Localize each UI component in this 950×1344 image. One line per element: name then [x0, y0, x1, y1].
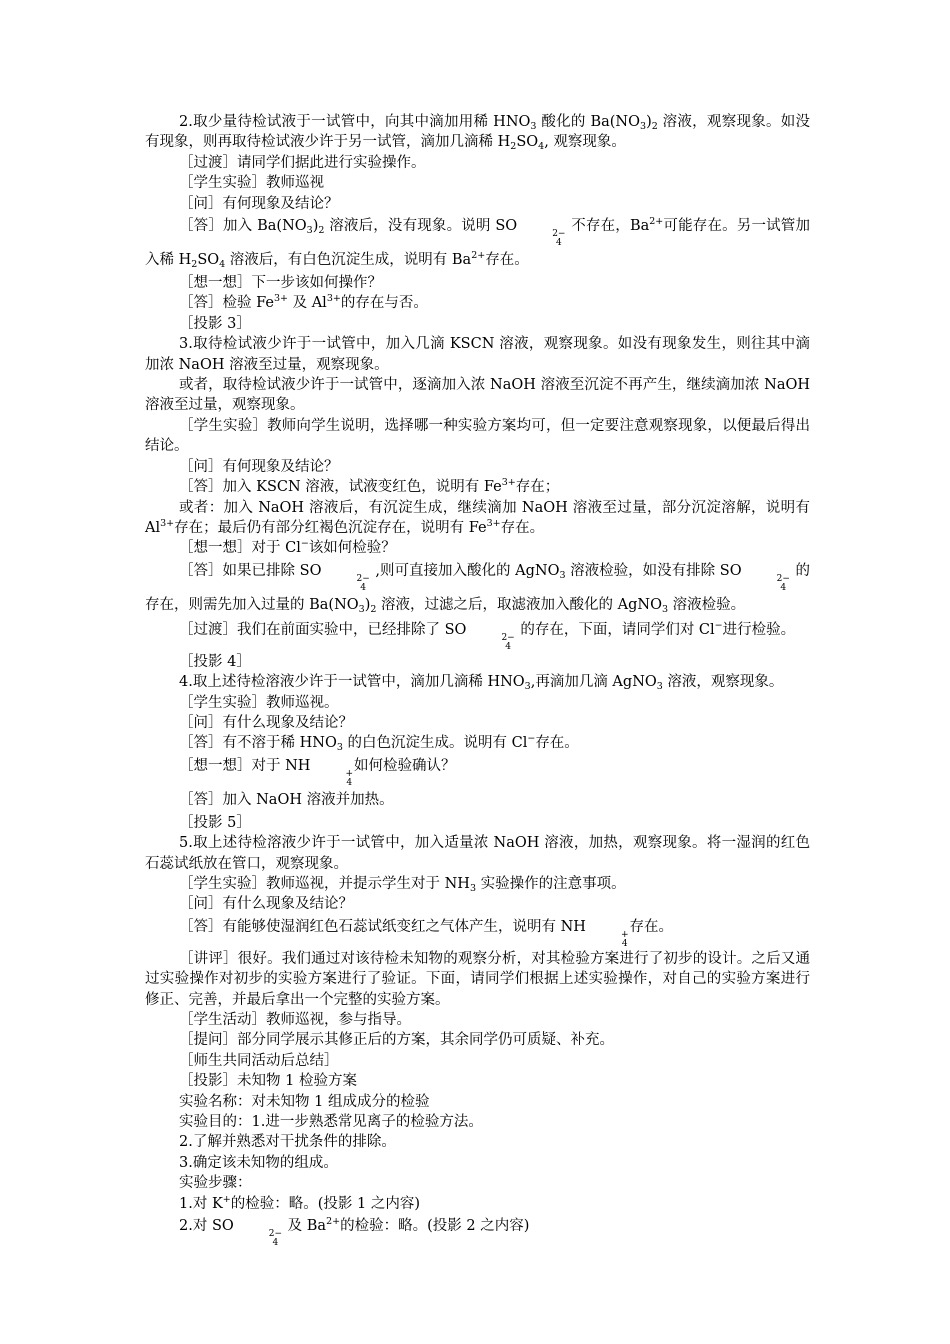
subscript: 2	[510, 141, 517, 153]
text: 存在。	[500, 519, 545, 536]
think-line: ［想一想］下一步该如何操作？	[179, 275, 382, 292]
text: 的存在与否。	[340, 295, 428, 312]
superscript: 3+	[273, 293, 288, 305]
text: 及 Ba	[283, 1218, 327, 1235]
text: 的检验：略。(投影 2 之内容)	[340, 1218, 530, 1235]
step-item-1	[145, 1194, 810, 1214]
superscript: +	[222, 1193, 231, 1205]
subscript: 4	[219, 259, 226, 271]
alternative-answer-paragraph	[145, 498, 810, 539]
text: ,再滴加几滴 AgNO	[530, 674, 657, 691]
text: ［答］有不溶于稀 HNO	[179, 735, 337, 752]
question-line: ［问］有何现象及结论？	[179, 195, 339, 212]
superscript: 2+	[326, 1216, 341, 1228]
text: )	[646, 114, 652, 130]
text: 2.取少量待检试液于一试管中，向其中滴加用稀 HNO	[179, 114, 531, 130]
alternative-paragraph: 或者，取待检试液少许于一试管中，逐滴加入浓 NaOH 溶液至沉淀不再产生，继续滴加浓 NaOH 溶液至过量，观察现象。	[145, 377, 810, 414]
text: ［想一想］对于 Cl	[179, 540, 301, 557]
ion-count: 4	[621, 938, 628, 949]
prompt-line: ［提问］部分同学展示其修正后的方案，其余同学仍可质疑、补充。	[179, 1032, 614, 1049]
projection-3-line: ［投影 3］	[179, 315, 251, 332]
text: 可能存在。另一试管加入稀 H	[145, 218, 810, 269]
student-activity-line: ［学生活动］教师巡视，参与指导。	[179, 1012, 411, 1028]
ion-count: 4	[272, 1238, 279, 1249]
superscript: −	[714, 619, 723, 631]
superscript: 3+	[486, 517, 501, 529]
text: 该如何检验？	[308, 540, 396, 557]
purpose-item-2: 2.了解并熟悉对干扰条件的排除。	[179, 1134, 396, 1151]
student-experiment-line: ［学生实验］教师巡视。	[179, 694, 339, 711]
text: ［答］加入 KSCN 溶液，试液变红色，说明有 Fe	[179, 479, 502, 496]
subscript: 3	[524, 681, 531, 693]
ion-charge: 2−	[776, 573, 790, 584]
superscript: 3+	[160, 517, 175, 529]
text: ［答］有能够使湿润红色石蕊试纸变红之气体产生，说明有 NH	[179, 918, 586, 935]
subscript: 3	[656, 681, 663, 693]
subscript: 3	[306, 225, 313, 237]
transition-line: ［过渡］请同学们据此进行实验操作。	[179, 154, 426, 171]
subscript: 2	[318, 225, 325, 237]
sulfate-ion-charge	[322, 575, 369, 593]
subscript: 2	[370, 603, 377, 615]
subscript: 3	[358, 603, 365, 615]
text: 存在。	[535, 735, 579, 752]
experiment-purpose-line: 实验目的：1.进一步熟悉常见离子的检验方法。	[179, 1114, 483, 1131]
ion-charge: +	[345, 768, 353, 779]
projection-4-line: ［投影 4］	[179, 653, 251, 670]
subscript: 3	[336, 742, 343, 754]
text: ［学生实验］教师巡视，并提示学生对于 NH	[179, 875, 470, 892]
experiment-steps-heading: 实验步骤：	[179, 1175, 252, 1192]
text: 进行检验。	[722, 621, 796, 638]
question-line: ［问］有什么现象及结论？	[179, 896, 353, 913]
text: 溶液，过滤之后，取滤液加入酸化的 AgNO	[376, 596, 662, 613]
ion-count: 4	[346, 777, 353, 788]
ion-charge: 2−	[356, 573, 370, 584]
text: 存在；	[515, 479, 560, 496]
step-4-paragraph	[145, 672, 810, 692]
sulfate-ion-charge	[518, 230, 565, 248]
text: 的检验：略。(投影 1 之内容)	[230, 1195, 421, 1212]
projection-plan-line: ［投影］未知物 1 检验方案	[179, 1073, 357, 1090]
subscript: 3	[640, 121, 647, 132]
text: 及 Al	[287, 295, 327, 312]
text: 溶液检验，如没有排除 SO	[565, 562, 742, 579]
text: 4.取上述待检溶液少许于一试管中，滴加几滴稀 HNO	[179, 674, 525, 691]
text: 溶液后，有白色沉淀生成，说明有 Ba	[225, 252, 472, 269]
subscript: 2	[191, 259, 198, 271]
answer-line	[145, 477, 810, 497]
summary-line: ［师生共同活动后总结］	[179, 1052, 339, 1069]
answer-line: ［答］加入 NaOH 溶液并加热。	[179, 791, 394, 808]
text: SO	[197, 252, 220, 269]
ion-charge: 2−	[268, 1229, 283, 1240]
text: )	[312, 218, 319, 235]
text: 或者：加入 NaOH 溶液后，有沉淀生成，继续滴加 NaOH 溶液至过量，部分沉淀溶解，说明有 Al	[145, 499, 810, 536]
text: ［过渡］我们在前面实验中，已经排除了 SO	[179, 621, 467, 638]
text: 实验操作的注意事项。	[476, 875, 626, 892]
document-page	[145, 112, 810, 1248]
ion-charge: 2−	[552, 229, 566, 240]
sulfate-ion-charge	[467, 634, 514, 652]
answer-paragraph	[145, 214, 810, 273]
subscript: 3	[530, 121, 537, 132]
ion-charge: +	[620, 929, 629, 940]
comment-paragraph: ［讲评］很好。我们通过对该待检未知物的观察分析，对其检验方案进行了初步的设计。之后又通过实验操作对初步的实验方案进行了验证。下面，请同学们根据上述实验操作，对自己的实验方案进行修正、完善，并最后拿出一个完整的实验方案。	[145, 950, 810, 1008]
sulfate-ion-charge	[743, 575, 790, 593]
think-line	[145, 754, 810, 788]
text: ［答］检验 Fe	[179, 295, 274, 312]
text: 1.对 K	[179, 1195, 223, 1212]
text: 溶液检验。	[668, 596, 746, 613]
ion-count: 4	[505, 641, 511, 652]
ion-charge: 2−	[501, 632, 515, 643]
text: 的存在，则需先加入过量的 Ba(NO	[145, 562, 811, 613]
student-experiment-paragraph: ［学生实验］教师向学生说明，选择哪一种实验方案均可，但一定要注意观察现象，以便最后得出结论。	[145, 417, 810, 455]
student-experiment-line: ［学生实验］教师巡视	[179, 175, 324, 192]
answer-paragraph	[145, 559, 810, 618]
experiment-name-line: 实验名称：对未知物 1 组成成分的检验	[179, 1093, 430, 1110]
student-experiment-line	[145, 874, 810, 894]
step-item-2	[145, 1214, 810, 1248]
text: 的白色沉淀生成。说明有 Cl	[342, 735, 528, 752]
ammonium-ion-charge	[311, 770, 353, 788]
subscript: 3	[661, 603, 668, 615]
answer-line	[145, 733, 810, 753]
text: ［答］加入 Ba(NO	[179, 218, 307, 235]
text: SO	[516, 134, 539, 151]
subscript: 3	[559, 569, 566, 581]
superscript: 3+	[326, 293, 341, 305]
question-line: ［问］有何现象及结论？	[179, 458, 339, 475]
text: , 观察现象。	[544, 134, 626, 151]
ion-count: 4	[360, 582, 366, 593]
text: ,则可直接加入酸化的 AgNO	[370, 562, 560, 579]
text: 酸化的 Ba(NO	[536, 114, 641, 130]
projection-5-line: ［投影 5］	[179, 814, 251, 831]
subscript: 4	[538, 141, 545, 153]
subscript: 2	[651, 121, 658, 132]
text: 如何检验确认？	[354, 757, 456, 774]
answer-line	[145, 915, 810, 949]
superscript: 2+	[471, 250, 486, 262]
superscript: 3+	[501, 477, 516, 489]
superscript: −	[527, 733, 536, 745]
subscript: 3	[469, 882, 476, 894]
question-line: ［问］有什么现象及结论？	[179, 714, 353, 731]
text: 溶液，观察现象。如没有现象，则再取待检试液少许于另一试管，滴加几滴稀 H	[145, 114, 810, 151]
text: 存在。	[629, 918, 673, 935]
text: 溶液后，没有现象。说明 SO	[324, 218, 518, 235]
answer-line	[145, 293, 810, 313]
text: 2.对 SO	[179, 1218, 234, 1235]
text: 不存在，Ba	[566, 218, 650, 235]
text: ［答］如果已排除 SO	[179, 562, 322, 579]
text: 存在；最后仍有部分红褐色沉淀存在，说明有 Fe	[174, 519, 487, 536]
ion-count: 4	[780, 582, 787, 593]
text: 存在。	[485, 252, 529, 269]
step-3-paragraph: 3.取待检试液少许于一试管中，加入几滴 KSCN 溶液，观察现象。如没有现象发生，则往其中滴加浓 NaOH 溶液至过量，观察现象。	[145, 336, 810, 373]
ion-count: 4	[555, 238, 562, 249]
text: 的存在，下面，请同学们对 Cl	[515, 621, 715, 638]
superscript: 2+	[649, 216, 664, 228]
purpose-item-3: 3.确定该未知物的组成。	[179, 1154, 338, 1171]
sulfate-ion-charge	[235, 1230, 282, 1248]
step-2-paragraph	[145, 112, 810, 153]
text: 溶液，观察现象。	[662, 674, 784, 691]
step-5-paragraph: 5.取上述待检溶液少许于一试管中，加入适量浓 NaOH 溶液，加热，观察现象。将一湿润的红色石蕊试纸放在管口，观察现象。	[145, 835, 810, 872]
ammonium-ion-charge	[587, 931, 629, 949]
transition-paragraph	[145, 618, 810, 652]
text: )	[364, 596, 371, 613]
think-line	[145, 538, 810, 558]
superscript: −	[300, 538, 309, 550]
text: ［想一想］对于 NH	[179, 757, 311, 774]
